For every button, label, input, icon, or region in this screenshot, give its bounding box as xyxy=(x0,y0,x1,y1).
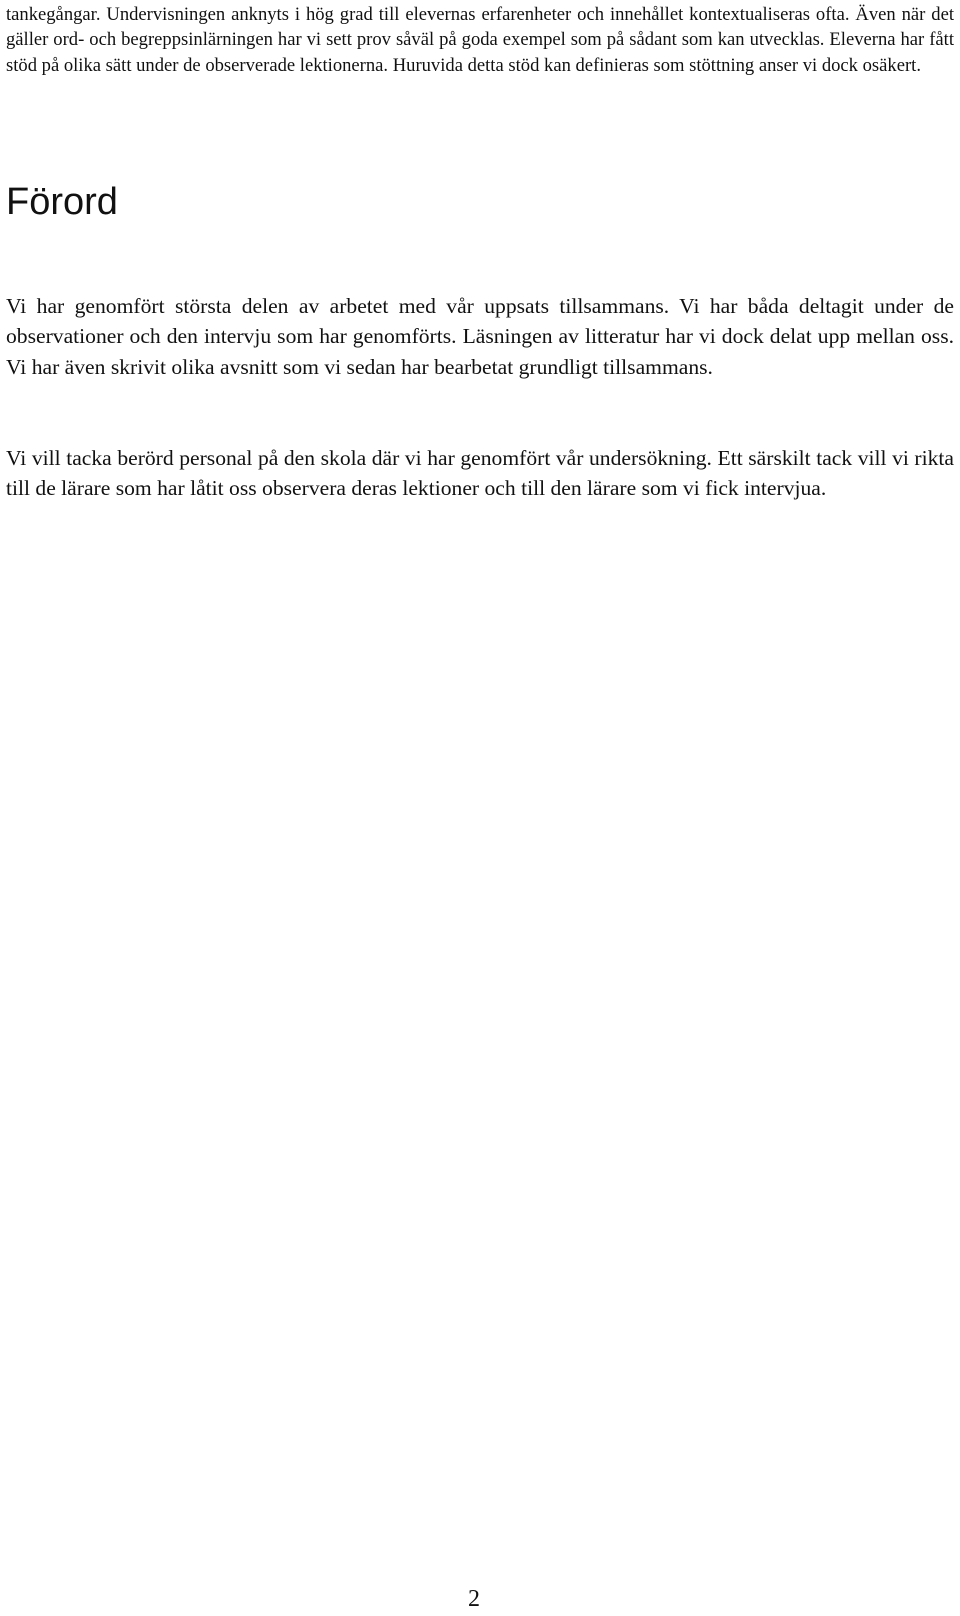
section-heading-forord: Förord xyxy=(6,181,118,223)
page-number: 2 xyxy=(468,1586,480,1612)
abstract-continuation-paragraph: tankegångar. Undervisningen anknyts i hög grad till elevernas erfarenheter och innehållet kontextualiseras ofta. Även när det gäller ord- och begreppsinlärningen har vi sett prov såväl på goda exempel som på sådant som kan utvecklas. Eleverna har fått stöd på olika sätt under de observerade lektionerna. Huruvida detta stöd kan definieras som stöttning anser vi dock osäkert. xyxy=(6,4,954,76)
foreword-paragraph-1: Vi har genomfört största delen av arbetet med vår uppsats tillsammans. Vi har båda deltagit under de observationer och den intervju som har genomförts. Läsningen av litteratur har vi dock delat upp mellan oss. Vi har även skrivit olika avsnitt som vi sedan har bearbetat grundligt tillsammans. xyxy=(6,294,954,379)
foreword-paragraph-2: Vi vill tacka berörd personal på den skola där vi har genomfört vår undersökning. Ett särskilt tack vill vi rikta till de lärare som har låtit oss observera deras lektioner och till den lärare som vi fick intervjua. xyxy=(6,446,954,501)
